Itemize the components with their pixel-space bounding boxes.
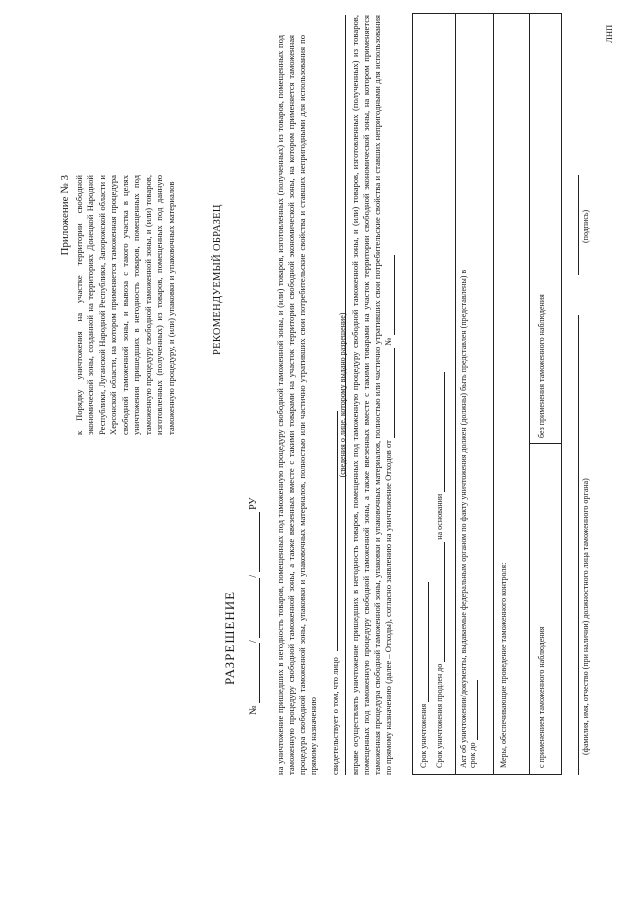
basis-label: на основании (435, 493, 444, 540)
rights-text: вправе осуществлять уничтожение пришедших в негодность товаров, помещенных под таможенную процедуру свободной таможенной зоны, и (или) товаров, изготовленных (полученных) из товаров, помещенных под таможенную процедуру свободной таможенной зоны, а также ввезенных вместе с такими товарами на участок территории свободной экономической зоны, на котором применяется таможенная процедура свободной таможенной зоны, упаковки и упаковочных материалов, полностью или частично утративших свои потребительские свойства и ставших непригодными для использования по прямому назначению (далее – Отходы), согласно заявлению на уничтожение Отходов от (350, 15, 393, 775)
act-row (459, 268, 478, 768)
stamp-label: ЛНП (604, 24, 614, 43)
table-divider (493, 14, 494, 774)
permit-number-line: № / / РУ (248, 497, 259, 715)
act-blank (468, 680, 478, 740)
number-blank-1 (248, 643, 260, 703)
term-label: Срок уничтожения (419, 703, 428, 768)
permit-title: РАЗРЕШЕНИЕ (222, 590, 237, 685)
application-number-sign: № (383, 337, 393, 346)
extended-row (435, 372, 445, 768)
table-divider (529, 14, 530, 774)
official-name-line (578, 315, 579, 775)
number-suffix: РУ (248, 497, 259, 510)
act-label: Акт об уничтожении/документы, выдаваемые федеральным органом по факту уничтожения должен (должны) быть представлен (представлены) в срок до (459, 269, 477, 768)
term-blank (419, 582, 429, 702)
application-date-blank (383, 348, 395, 438)
measures-label: Меры, обеспечивающие проведение таможенного контроля: (499, 562, 508, 768)
table-divider (455, 14, 456, 774)
application-number-blank (383, 255, 395, 335)
number-sign: № (248, 705, 259, 715)
table-column-divider (529, 443, 561, 444)
recommended-sample-label: РЕКОМЕНДУЕМЫЙ ОБРАЗЕЦ (212, 204, 223, 355)
term-row (419, 582, 429, 768)
extended-label: Срок уничтожения продлен до (435, 663, 444, 768)
appendix-block (60, 175, 177, 435)
permit-purpose-paragraph: на уничтожение пришедших в негодность товаров, помещенных под таможенную процедуру свободной таможенной зоны, и (или) товаров, изготовленных (полученных) из товаров, помещенных под таможенную процедуру свободной таможенной зоны, а также ввезенных вместе с такими товарами на участок территории свободной экономической зоны, на котором применяется таможенная процедура свободной таможенной зоны, упаковки и упаковочных материалов, полностью или частично утративших свои потребительские свойства и ставших непригодными для использования по прямому назначению (275, 35, 318, 775)
extended-blank (435, 542, 445, 662)
basis-blank (435, 372, 445, 492)
signature-line (578, 175, 579, 275)
official-name-caption: (фамилия, имя, отчество (при наличии) должностного лица таможенного органа) (581, 478, 590, 755)
signature-caption: (подпись) (581, 209, 590, 243)
appendix-title: Приложение № 3 (59, 175, 71, 256)
person-caption: (сведения о лице, которому выдано разрешение) (338, 312, 347, 478)
permit-conditions-table (412, 13, 562, 775)
number-blank-2 (248, 578, 260, 638)
number-blank-3 (248, 512, 260, 572)
permit-rights-paragraph (350, 15, 395, 775)
appendix-text: к Порядку уничтожения на участке территории свободной экономической зоны, созданной на территориях Донецкой Народной Республики, Луганской Народной Республики, Запорожской области и Херсонской области, на котором применяется таможенная процедура свободной таможенной зоны, и вывоза с такого участка в целях уничтожения пришедших в негодность товаров, помещенных под таможенную процедуру свободной таможенной зоны, и (или) товаров, изготовленных (полученных) из товаров, помещенных под данную таможенную процедуру, и (или) упаковки и упаковочных материалов (73, 175, 176, 435)
with-observation-label: с применением таможенного наблюдения (537, 626, 546, 768)
without-observation-label: без применения таможенного наблюдения (537, 294, 546, 438)
certify-text: свидетельствует о том, что лицо (330, 657, 340, 775)
